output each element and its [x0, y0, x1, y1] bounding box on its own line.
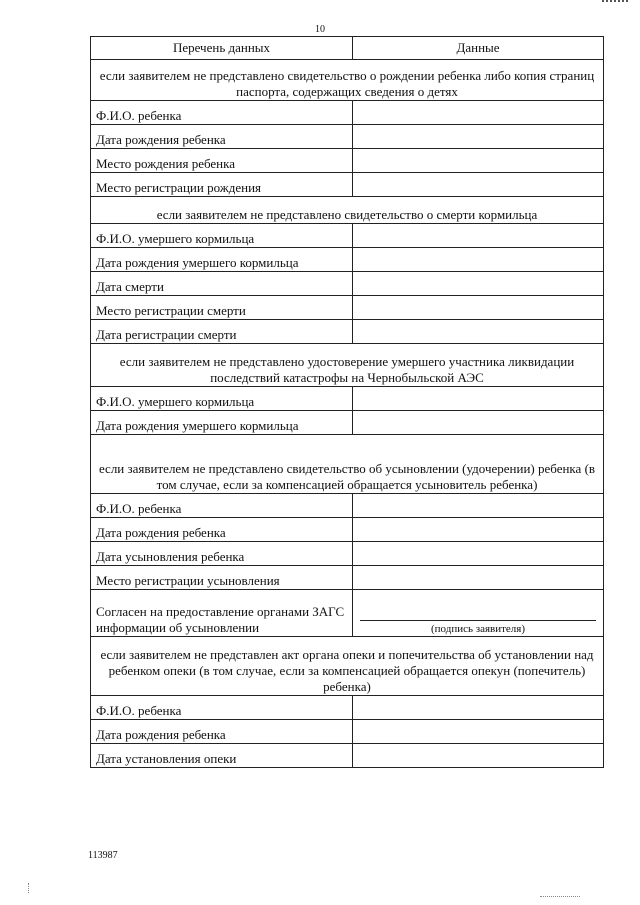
field-value-cell[interactable] — [353, 744, 604, 768]
section-heading-birth-certificate: если заявителем не представлено свидетельство о рождении ребенка либо копия страниц паспорта, содержащих сведения о детях — [91, 60, 604, 101]
consent-row — [91, 590, 604, 637]
signature-caption: (подпись заявителя) — [430, 623, 526, 635]
section-heading-row — [91, 344, 604, 387]
page-number: 10 — [315, 24, 325, 35]
field-label: Дата усыновления ребенка — [91, 542, 353, 566]
field-value-cell[interactable] — [353, 173, 604, 197]
table-row — [91, 566, 604, 590]
field-label: Дата рождения ребенка — [91, 720, 353, 744]
table-row — [91, 224, 604, 248]
field-label: Дата регистрации смерти — [91, 320, 353, 344]
table-row — [91, 248, 604, 272]
field-value-cell[interactable] — [353, 101, 604, 125]
field-value-cell[interactable] — [353, 720, 604, 744]
table-row — [91, 518, 604, 542]
table-row — [91, 542, 604, 566]
field-label: Ф.И.О. умершего кормильца — [91, 224, 353, 248]
consent-label: Согласен на предоставление органами ЗАГС информации об усыновлении — [91, 590, 353, 637]
field-label: Ф.И.О. умершего кормильца — [91, 387, 353, 411]
field-value-cell[interactable] — [353, 272, 604, 296]
field-value-cell[interactable] — [353, 494, 604, 518]
section-heading-row — [91, 60, 604, 101]
table-row — [91, 173, 604, 197]
section-heading-death-certificate: если заявителем не представлено свидетельство о смерти кормильца — [91, 197, 604, 224]
field-label: Место регистрации рождения — [91, 173, 353, 197]
table-row — [91, 272, 604, 296]
field-value-cell[interactable] — [353, 542, 604, 566]
table-row — [91, 387, 604, 411]
column-header-data: Данные — [353, 37, 604, 60]
table-row — [91, 411, 604, 435]
field-label: Дата рождения ребенка — [91, 125, 353, 149]
table-row — [91, 320, 604, 344]
section-heading-row — [91, 435, 604, 494]
field-label: Дата рождения умершего кормильца — [91, 248, 353, 272]
scan-mark-bottom-right — [540, 896, 580, 899]
table-row — [91, 494, 604, 518]
field-value-cell[interactable] — [353, 696, 604, 720]
field-label: Дата установления опеки — [91, 744, 353, 768]
field-label: Ф.И.О. ребенка — [91, 494, 353, 518]
field-label: Место регистрации смерти — [91, 296, 353, 320]
section-heading-adoption-certificate: если заявителем не представлено свидетельство об усыновлении (удочерении) ребенка (в том случае, если за компенсацией обращается усыновитель ребенка) — [91, 435, 604, 494]
field-label: Место регистрации усыновления — [91, 566, 353, 590]
field-label: Ф.И.О. ребенка — [91, 101, 353, 125]
field-value-cell[interactable] — [353, 566, 604, 590]
scan-mark-left — [28, 883, 30, 893]
table-row — [91, 125, 604, 149]
column-header-list: Перечень данных — [91, 37, 353, 60]
field-value-cell[interactable] — [353, 411, 604, 435]
field-label: Дата смерти — [91, 272, 353, 296]
table-row — [91, 296, 604, 320]
document-id: 113987 — [88, 850, 118, 861]
table-row — [91, 101, 604, 125]
field-label: Дата рождения умершего кормильца — [91, 411, 353, 435]
field-label: Ф.И.О. ребенка — [91, 696, 353, 720]
field-label: Место рождения ребенка — [91, 149, 353, 173]
field-value-cell[interactable] — [353, 224, 604, 248]
table-row — [91, 149, 604, 173]
field-value-cell[interactable] — [353, 518, 604, 542]
section-heading-guardianship-act: если заявителем не представлен акт органа опеки и попечительства об установлении над ребенком опеки (в том случае, если за компенсацией обращается опекун (попечитель) ребенка) — [91, 637, 604, 696]
table-row — [91, 696, 604, 720]
section-heading-row — [91, 637, 604, 696]
field-value-cell[interactable] — [353, 320, 604, 344]
field-label: Дата рождения ребенка — [91, 518, 353, 542]
data-table — [90, 36, 604, 768]
section-heading-chernobyl-certificate: если заявителем не представлено удостоверение умершего участника ликвидации последствий катастрофы на Чернобыльской АЭС — [91, 344, 604, 387]
table-row — [91, 720, 604, 744]
table-row — [91, 744, 604, 768]
field-value-cell[interactable] — [353, 296, 604, 320]
section-heading-row — [91, 197, 604, 224]
field-value-cell[interactable] — [353, 387, 604, 411]
field-value-cell[interactable] — [353, 149, 604, 173]
scan-mark-top-right — [602, 0, 628, 6]
field-value-cell[interactable] — [353, 125, 604, 149]
signature-cell[interactable] — [353, 590, 604, 637]
field-value-cell[interactable] — [353, 248, 604, 272]
table-header-row — [91, 37, 604, 60]
